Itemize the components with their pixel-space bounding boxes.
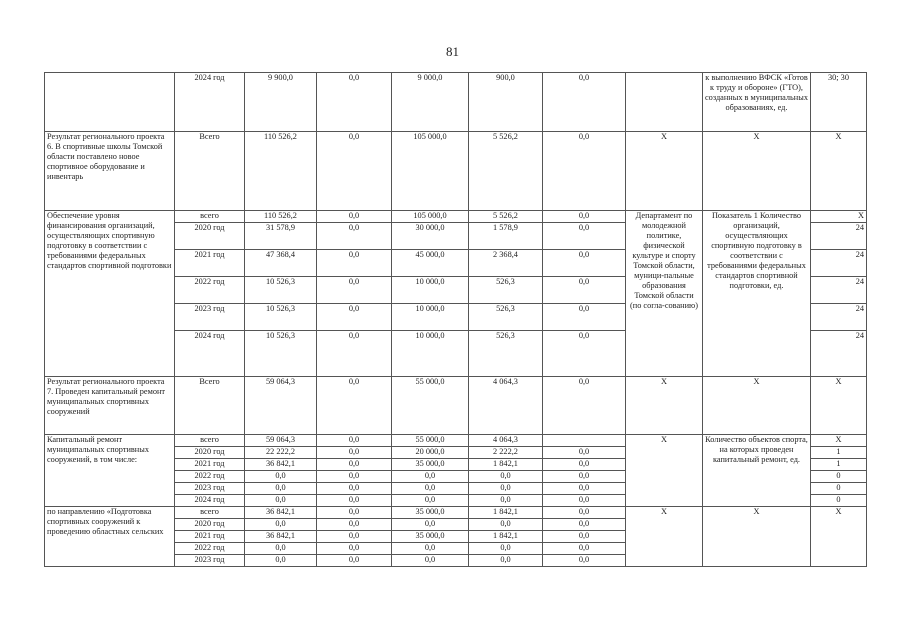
table-cell: всего: [175, 211, 245, 223]
table-cell: 1: [811, 459, 867, 471]
table-cell: Х: [811, 435, 867, 447]
table-cell: 1 842,1: [469, 507, 543, 519]
table-cell: Результат регионального проекта 7. Проведен капитальный ремонт муниципальных спортивных сооружений: [45, 377, 175, 435]
table-cell: 0: [811, 495, 867, 507]
table-cell: 0,0: [392, 483, 469, 495]
table-cell: Х: [626, 132, 703, 211]
table-cell: 2024 год: [175, 495, 245, 507]
table-row: [45, 377, 867, 435]
table-cell: всего: [175, 435, 245, 447]
table-cell: 0,0: [543, 447, 626, 459]
table-cell: 2023 год: [175, 304, 245, 331]
table-cell: 0,0: [543, 483, 626, 495]
table-cell: Департамент по молодежной политике, физической культуре и спорту Томской области, муници-пальные образования Томской области (по согла-сованию): [626, 211, 703, 377]
table-cell: Х: [811, 132, 867, 211]
table-cell: 0,0: [469, 543, 543, 555]
table-cell: 24: [811, 250, 867, 277]
table-cell: 2022 год: [175, 471, 245, 483]
table-cell: 2021 год: [175, 250, 245, 277]
table-cell: 30; 30: [811, 73, 867, 132]
table-cell: 0,0: [317, 507, 392, 519]
table-cell: 0,0: [392, 543, 469, 555]
table-cell: 1 578,9: [469, 223, 543, 250]
table-cell: 35 000,0: [392, 531, 469, 543]
table-cell: Х: [626, 377, 703, 435]
table-cell: Показатель 1 Количество организаций, осуществляющих спортивную подготовку в соответствии с требованиями федеральных стандартов спортивной подготовки, ед.: [703, 211, 811, 377]
table-cell: 105 000,0: [392, 132, 469, 211]
table-cell: 526,3: [469, 304, 543, 331]
table-cell: Х: [626, 435, 703, 507]
table-cell: 526,3: [469, 277, 543, 304]
table-cell: к выполнению ВФСК «Готов к труду и обороне» (ГТО), созданных в муниципальных образованиях, ед.: [703, 73, 811, 132]
table-cell: Количество объектов спорта, на которых проведен капитальный ремонт, ед.: [703, 435, 811, 507]
table-cell: 0,0: [392, 519, 469, 531]
table-cell: [45, 73, 175, 132]
table-cell: 105 000,0: [392, 211, 469, 223]
table-cell: 2023 год: [175, 483, 245, 495]
table-cell: 22 222,2: [245, 447, 317, 459]
table-cell: 0,0: [543, 132, 626, 211]
table-cell: 0,0: [317, 73, 392, 132]
table-cell: 5 526,2: [469, 132, 543, 211]
table-cell: 2024 год: [175, 73, 245, 132]
table-cell: 10 526,3: [245, 277, 317, 304]
table-cell: 0,0: [317, 211, 392, 223]
table-cell: 0,0: [469, 555, 543, 567]
table-cell: 0,0: [245, 471, 317, 483]
table-cell: 45 000,0: [392, 250, 469, 277]
table-cell: Результат регионального проекта 6. В спортивные школы Томской области поставлено новое спортивное оборудование и инвентарь: [45, 132, 175, 211]
table-cell: 0: [811, 483, 867, 495]
table-cell: 0,0: [543, 507, 626, 519]
table-cell: 0,0: [245, 543, 317, 555]
table-row: [45, 132, 867, 211]
table-cell: 1 842,1: [469, 531, 543, 543]
table-cell: Всего: [175, 132, 245, 211]
table-cell: 0,0: [317, 132, 392, 211]
table-cell: 0,0: [543, 73, 626, 132]
table-cell: 0,0: [317, 331, 392, 377]
budget-table: [44, 72, 867, 567]
table-cell: 2024 год: [175, 331, 245, 377]
table-cell: 24: [811, 331, 867, 377]
table-cell: 47 368,4: [245, 250, 317, 277]
table-cell: 0,0: [317, 555, 392, 567]
table-cell: 0,0: [543, 555, 626, 567]
table-cell: Х: [703, 132, 811, 211]
table-cell: 0,0: [245, 519, 317, 531]
table-cell: Х: [811, 211, 867, 223]
table-cell: 0,0: [392, 471, 469, 483]
table-cell: 0,0: [543, 377, 626, 435]
table-cell: 0,0: [245, 483, 317, 495]
table-cell: 0,0: [543, 277, 626, 304]
table-cell: 30 000,0: [392, 223, 469, 250]
table-body: [45, 73, 867, 567]
table-cell: 1 842,1: [469, 459, 543, 471]
table-cell: 0,0: [543, 531, 626, 543]
table-cell: 35 000,0: [392, 459, 469, 471]
table-cell: 2022 год: [175, 277, 245, 304]
table-cell: 4 064,3: [469, 377, 543, 435]
table-cell: 9 900,0: [245, 73, 317, 132]
table-cell: 59 064,3: [245, 377, 317, 435]
table-cell: 0,0: [543, 304, 626, 331]
table-cell: 36 842,1: [245, 507, 317, 519]
table-cell: [543, 435, 626, 447]
table-cell: 10 000,0: [392, 331, 469, 377]
table-cell: 0,0: [245, 555, 317, 567]
table-cell: 36 842,1: [245, 459, 317, 471]
table-cell: 2 222,2: [469, 447, 543, 459]
table-cell: 0: [811, 471, 867, 483]
table-cell: 5 526,2: [469, 211, 543, 223]
table-cell: 36 842,1: [245, 531, 317, 543]
table-cell: 0,0: [469, 519, 543, 531]
table-cell: 9 000,0: [392, 73, 469, 132]
table-cell: 110 526,2: [245, 211, 317, 223]
table-cell: 10 526,3: [245, 331, 317, 377]
table-cell: 2021 год: [175, 459, 245, 471]
table-cell: 0,0: [317, 250, 392, 277]
table-cell: 55 000,0: [392, 377, 469, 435]
table-cell: 0,0: [317, 543, 392, 555]
table-row: [45, 435, 867, 447]
table-cell: 10 000,0: [392, 304, 469, 331]
table-row: [45, 211, 867, 223]
table-cell: 35 000,0: [392, 507, 469, 519]
table-cell: 0,0: [543, 250, 626, 277]
table-cell: 0,0: [469, 495, 543, 507]
table-cell: Х: [703, 507, 811, 567]
table-cell: 0,0: [317, 304, 392, 331]
table-cell: 0,0: [317, 519, 392, 531]
table-cell: Капитальный ремонт муниципальных спортивных сооружений, в том числе:: [45, 435, 175, 507]
table-cell: 24: [811, 304, 867, 331]
table-cell: 10 000,0: [392, 277, 469, 304]
table-cell: 0,0: [543, 223, 626, 250]
table-cell: 0,0: [317, 377, 392, 435]
table-cell: 0,0: [469, 471, 543, 483]
table-cell: 10 526,3: [245, 304, 317, 331]
table-cell: 0,0: [543, 459, 626, 471]
table-cell: 0,0: [245, 495, 317, 507]
table-cell: 2021 год: [175, 531, 245, 543]
page-number: 81: [446, 44, 459, 59]
table-cell: 0,0: [543, 211, 626, 223]
table-cell: 0,0: [317, 447, 392, 459]
table-cell: Х: [811, 377, 867, 435]
table-cell: 31 578,9: [245, 223, 317, 250]
table-cell: Х: [703, 377, 811, 435]
table-cell: 2023 год: [175, 555, 245, 567]
table-cell: 24: [811, 223, 867, 250]
table-cell: 0,0: [543, 331, 626, 377]
table-cell: [626, 73, 703, 132]
table-cell: 0,0: [392, 555, 469, 567]
table-cell: по направлению «Подготовка спортивных сооружений к проведению областных сельских: [45, 507, 175, 567]
table-cell: 0,0: [317, 223, 392, 250]
table-cell: 0,0: [469, 483, 543, 495]
table-cell: 900,0: [469, 73, 543, 132]
table-cell: 59 064,3: [245, 435, 317, 447]
table-cell: 0,0: [317, 459, 392, 471]
table-row: [45, 507, 867, 519]
table-cell: 110 526,2: [245, 132, 317, 211]
table-cell: 0,0: [543, 543, 626, 555]
table-cell: Всего: [175, 377, 245, 435]
table-cell: 0,0: [317, 483, 392, 495]
table-cell: Х: [626, 507, 703, 567]
table-cell: 2022 год: [175, 543, 245, 555]
table-cell: 0,0: [392, 495, 469, 507]
table-cell: 2020 год: [175, 447, 245, 459]
table-cell: Обеспечение уровня финансирования организаций, осуществляющих спортивную подготовку в соответствии с требованиями федеральных стандартов спортивной подготовки: [45, 211, 175, 377]
table-cell: 0,0: [543, 519, 626, 531]
table-cell: 526,3: [469, 331, 543, 377]
table-cell: 55 000,0: [392, 435, 469, 447]
table-cell: 24: [811, 277, 867, 304]
table-cell: 20 000,0: [392, 447, 469, 459]
table-cell: 0,0: [317, 435, 392, 447]
table-cell: 1: [811, 447, 867, 459]
table-cell: 0,0: [317, 495, 392, 507]
table-cell: 2020 год: [175, 223, 245, 250]
table-row: [45, 73, 867, 132]
table-cell: 2020 год: [175, 519, 245, 531]
table-cell: 0,0: [317, 471, 392, 483]
table-cell: Х: [811, 507, 867, 567]
table-cell: 4 064,3: [469, 435, 543, 447]
table-cell: 0,0: [543, 495, 626, 507]
table-cell: 0,0: [317, 277, 392, 304]
table-cell: 2 368,4: [469, 250, 543, 277]
table-cell: всего: [175, 507, 245, 519]
table-cell: 0,0: [543, 471, 626, 483]
table-cell: 0,0: [317, 531, 392, 543]
